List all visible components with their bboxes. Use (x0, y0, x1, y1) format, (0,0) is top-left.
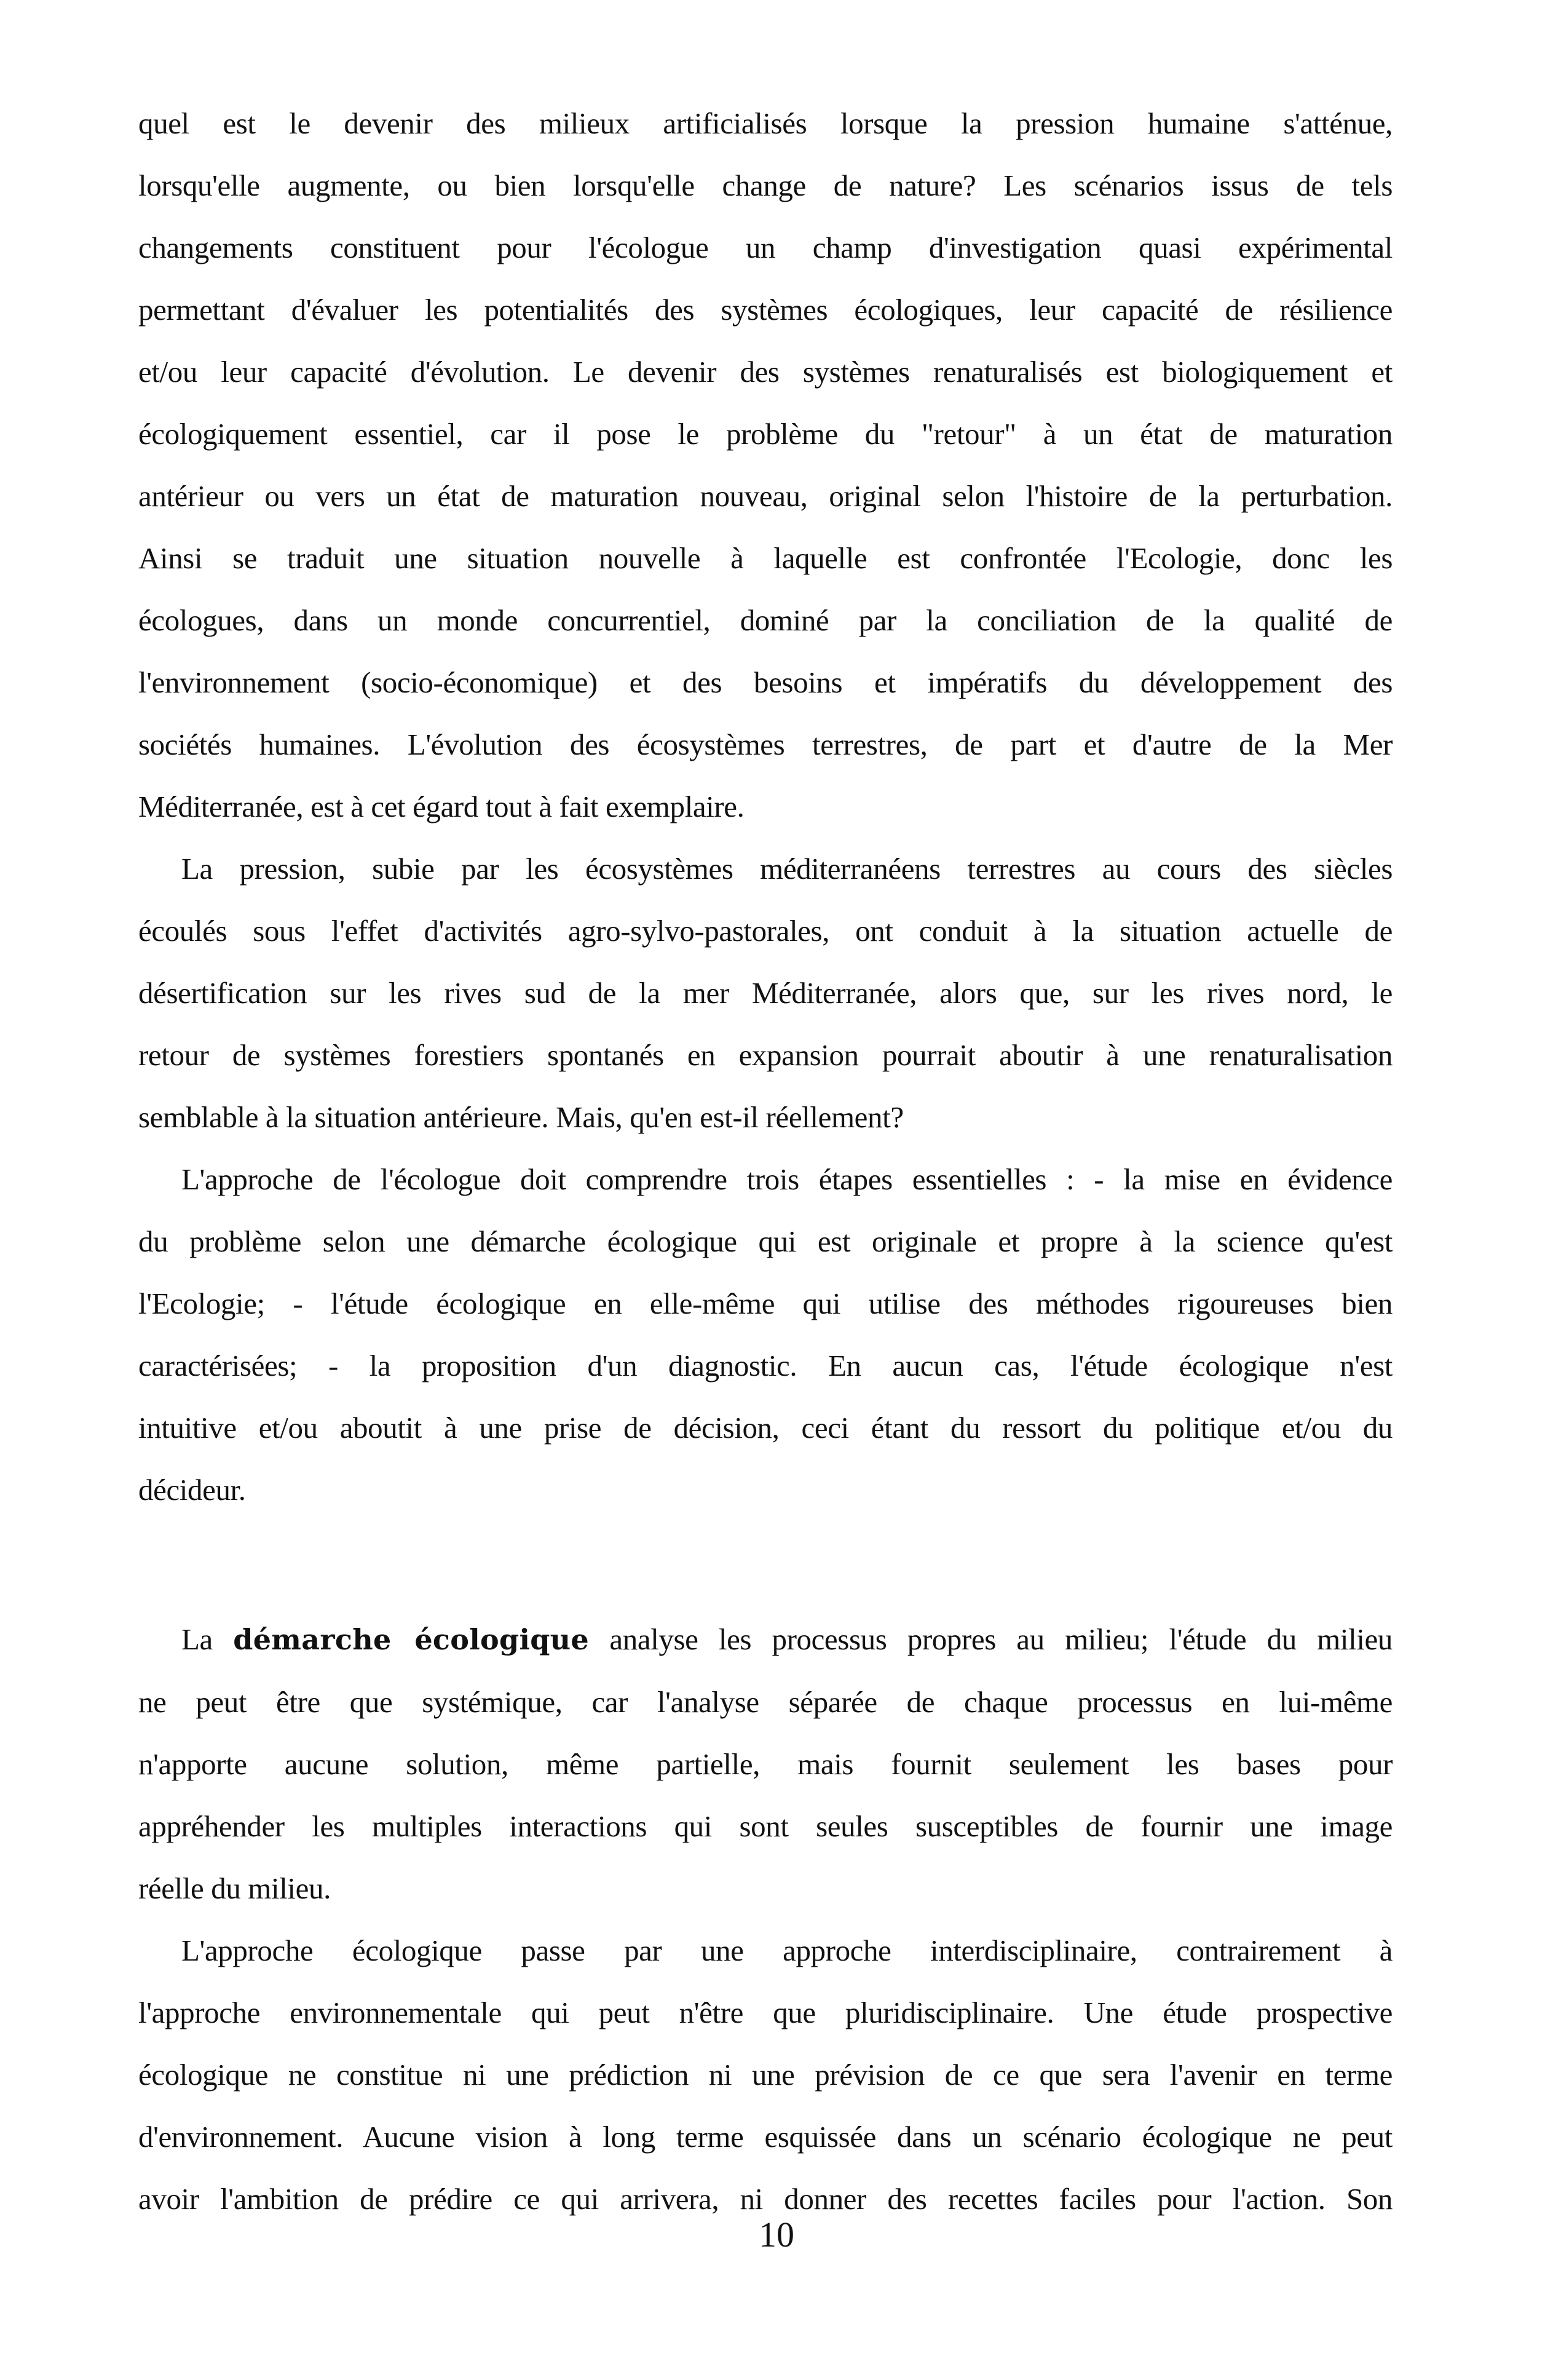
text-line: La pression, subie par les écosystèmes méditerranéens terrestres au cours des siècles (181, 852, 1393, 886)
text-line: n'apporte aucune solution, même partielle, mais fournit seulement les bases pour (138, 1747, 1393, 1781)
text-line: lorsqu'elle augmente, ou bien lorsqu'elle change de nature? Les scénarios issus de tels (138, 169, 1393, 202)
paragraph-2 (138, 838, 1393, 1148)
text-line: L'approche écologique passe par une approche interdisciplinaire, contrairement à (181, 1934, 1393, 1967)
text-line: retour de systèmes forestiers spontanés en expansion pourrait aboutir à une renaturalisation (138, 1038, 1393, 1072)
text-line: semblable à la situation antérieure. Mais, qu'en est-il réellement? (138, 1100, 904, 1134)
text-line: intuitive et/ou aboutit à une prise de décision, ceci étant du ressort du politique et/ou du (138, 1411, 1393, 1445)
text-line: sociétés humaines. L'évolution des écosystèmes terrestres, de part et d'autre de la Mer (138, 728, 1393, 761)
text-line: caractérisées; - la proposition d'un diagnostic. En aucun cas, l'étude écologique n'est (138, 1349, 1393, 1382)
paragraph-4 (138, 1608, 1393, 1919)
text-line: écologues, dans un monde concurrentiel, dominé par la conciliation de la qualité de (138, 603, 1393, 637)
text-line: antérieur ou vers un état de maturation nouveau, original selon l'histoire de la perturbation. (138, 479, 1393, 513)
text-line: appréhender les multiples interactions qui sont seules susceptibles de fournir une image (138, 1809, 1393, 1843)
text-line: désertification sur les rives sud de la mer Méditerranée, alors que, sur les rives nord, le (138, 976, 1393, 1010)
text-line: changements constituent pour l'écologue un champ d'investigation quasi expérimental (138, 231, 1393, 264)
text-line: permettant d'évaluer les potentialités des systèmes écologiques, leur capacité de résilience (138, 293, 1393, 327)
text-line: ne peut être que systémique, car l'analyse séparée de chaque processus en lui-même (138, 1685, 1393, 1719)
text-line: Méditerranée, est à cet égard tout à fait exemplaire. (138, 790, 745, 823)
paragraph-1 (138, 92, 1393, 838)
text-line: et/ou leur capacité d'évolution. Le devenir des systèmes renaturalisés est biologiquement et (138, 355, 1393, 389)
text-line: avoir l'ambition de prédire ce qui arrivera, ni donner des recettes faciles pour l'action. Son (138, 2182, 1393, 2216)
bold-term: démarche écologique (233, 1623, 589, 1656)
text-line: décideur. (138, 1473, 246, 1507)
text-line: L'approche de l'écologue doit comprendre trois étapes essentielles : - la mise en évidence (181, 1162, 1393, 1196)
text-line: l'approche environnementale qui peut n'être que pluridisciplinaire. Une étude prospective (138, 1996, 1393, 2029)
document-page (138, 92, 1393, 2230)
text-line: écologique ne constitue ni une prédiction ni une prévision de ce que sera l'avenir en terme (138, 2058, 1393, 2092)
page-number: 10 (759, 2215, 794, 2255)
text-line: écoulés sous l'effet d'activités agro-sylvo-pastorales, ont conduit à la situation actuelle de (138, 914, 1393, 948)
text-line: d'environnement. Aucune vision à long terme esquissée dans un scénario écologique ne peut (138, 2120, 1393, 2154)
text-line: Ainsi se traduit une situation nouvelle à laquelle est confrontée l'Ecologie, donc les (138, 541, 1393, 575)
text-line: réelle du milieu. (138, 1871, 331, 1905)
text-line: quel est le devenir des milieux artificialisés lorsque la pression humaine s'atténue, (138, 106, 1393, 140)
text-line: du problème selon une démarche écologique qui est originale et propre à la science qu'est (138, 1224, 1393, 1258)
first-line-rest: analyse les processus propres au milieu; l'étude du milieu (609, 1622, 1393, 1656)
lead-word: La (181, 1622, 213, 1656)
text-line: l'environnement (socio-économique) et des besoins et impératifs du développement des (138, 665, 1393, 699)
paragraph-5 (138, 1919, 1393, 2230)
paragraph-3 (138, 1148, 1393, 1521)
text-line: l'Ecologie; - l'étude écologique en elle-même qui utilise des méthodes rigoureuses bien (138, 1287, 1393, 1320)
text-line-with-term (138, 1608, 1393, 1671)
text-line: écologiquement essentiel, car il pose le problème du "retour" à un état de maturation (138, 417, 1393, 451)
